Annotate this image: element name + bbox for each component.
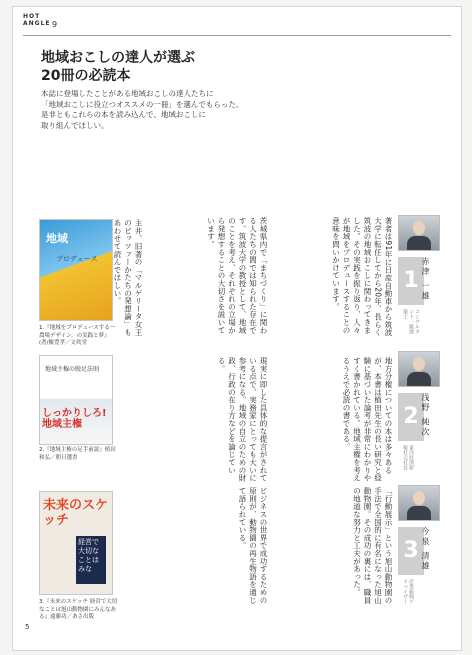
profile-3-photo	[398, 485, 440, 521]
profile-1-note: コンサルタント一級建築士	[402, 309, 420, 334]
title-line-1: 地域おこしの達人が選ぶ	[41, 50, 195, 66]
book-cover-2	[39, 355, 113, 445]
profile-2-number: 2	[398, 393, 424, 441]
intro-line: 本誌に登場したことがある地域おこしの達人たちに	[41, 89, 214, 98]
section-label-angle: ANGLE	[23, 20, 51, 27]
profile-2-name: 浅野 純次	[421, 393, 430, 438]
header-rule	[23, 35, 451, 36]
intro-line: 是非ともこれらの本を読み込んで、地域おこしに	[41, 110, 206, 119]
profile-3	[398, 485, 448, 605]
article-3-column-a: 「行動展示」という旭山動物園の手法で全国的に有名になった旭山動物園。その成功の裏には、職員の地道な努力と工夫があった。	[352, 487, 393, 604]
profile-3-note: 産業振興アドバイザー	[402, 579, 414, 604]
section-page-number: 9	[52, 20, 58, 29]
profile-2-note: 東洋経済新報社元社長	[402, 445, 414, 470]
book-1-title: 地域	[46, 232, 68, 245]
intro-line: 取り組んでほしい。	[41, 120, 109, 130]
title-line-2: 20冊の必読本	[41, 68, 131, 84]
article-1-column-b: 茨城県内で「まちづくり」に関わる人たちの間では知られた存在です。筑波大学の教授として、地域のことを考え、それぞれの立場から発想することの大切さを説いています。	[206, 217, 268, 334]
section-label-hot: HOT	[23, 13, 41, 20]
book-cover-1	[39, 219, 113, 321]
profile-2	[398, 351, 448, 471]
profile-1	[398, 215, 448, 335]
book-2-main-title: しっかりしろ! 地域主権	[42, 408, 107, 430]
magazine-page	[12, 6, 462, 651]
article-2-column-b: 現実に即した具体的な提言がされている点で、実務家にとっても大いに参考になる。地域の自立のための財政、行政の在り方などを論じている。	[217, 357, 268, 482]
profile-3-number: 3	[398, 527, 424, 575]
book-2-top-title: 地域主権の脱足法則	[45, 366, 100, 373]
book-1-subtitle: プロデュース	[56, 255, 98, 263]
book-3-side-text: 経営で大切なことはみな	[76, 536, 106, 584]
profile-1-name: 赤津 一雄	[421, 257, 430, 302]
book-3-caption: 3.『未来のスケッチ 経営で大切なことは旭山動物園にみんなある』遠藤功／あさ出版	[39, 599, 118, 620]
intro-line: 「地域おこしに役立つオススメの一冊」を選んでもらった。	[41, 99, 244, 109]
page-title	[41, 49, 291, 85]
article-3-column-b: ビジネスの世界で成功するための原則が、動物園の再生物語を通じて語られている。	[238, 487, 268, 604]
book-2-caption: 2.『地域主権の足手前説』植田和弘／朝日選書	[39, 447, 116, 461]
section-header	[23, 13, 143, 43]
book-1-caption: 1.『地域をプロデュースする一農場デザイン。の実践と夢』(著/羅豊孝／文眞堂	[39, 325, 116, 346]
profile-2-photo	[398, 351, 440, 387]
profile-1-photo	[398, 215, 440, 251]
page-footer-number: 5	[25, 623, 30, 631]
profile-3-name: 今泉 清雄	[421, 527, 430, 572]
article-1-column-e: 主井、旧著の「マルゲリータ女王のビッツァーかたちの発想論」もあわせて読んでほしい。	[113, 219, 143, 336]
book-cover-3	[39, 491, 113, 595]
book-3-title: 未来のスケッチ	[43, 498, 109, 528]
profile-1-number: 1	[398, 257, 424, 305]
intro-text	[41, 89, 271, 131]
article-1-column-a: 著者は91年に日産自動車から筑波大学に転任してから20年、長らく筑波の地域おこしに関わってきました。その実践を振り返り、人々が地域をプロデュースすることの意味を問いかけています。	[331, 217, 393, 337]
article-2-column-a: 地方分権についての本は多々あるが、本書は植田先生の長い研究と経験に基づいた論考が非常にわかりやすく書かれている。地域主権を考えるうえで必読の書である。	[342, 357, 393, 482]
